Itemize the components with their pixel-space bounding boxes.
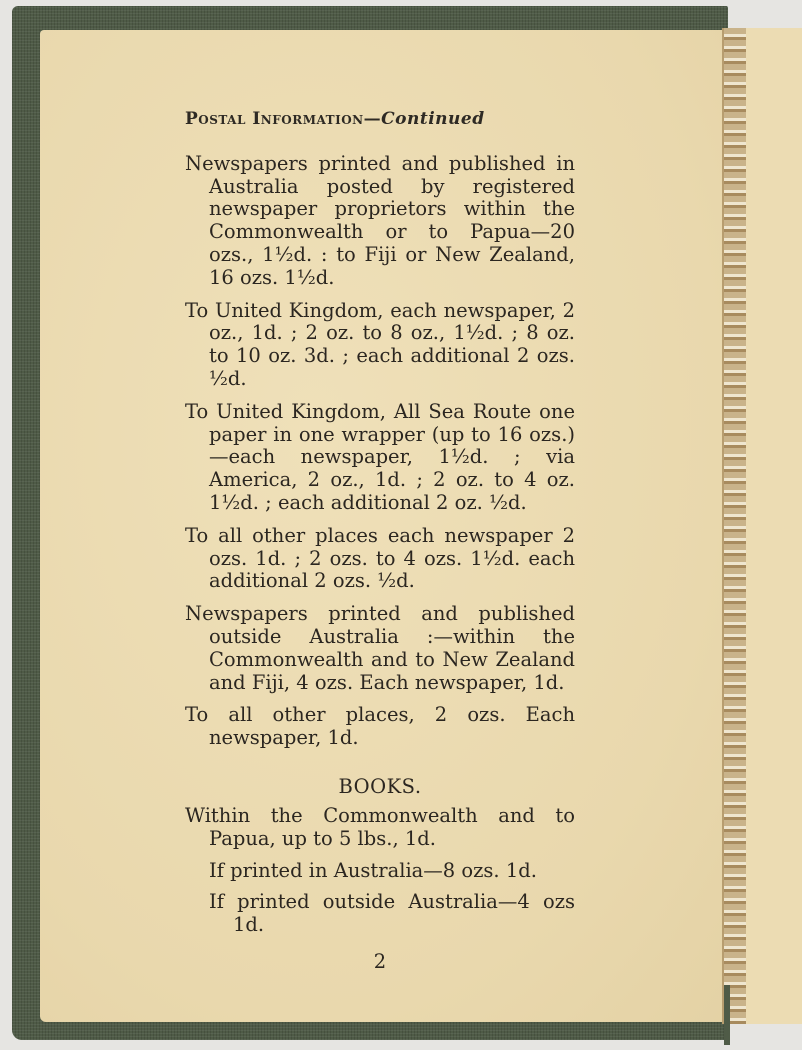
section-heading-books: BOOKS. [338,774,422,798]
running-head-continued: Continued [381,109,485,129]
paragraph-united-kingdom: To United Kingdom, each newspaper, 2 oz., 1d. ; 2 oz. to 8 oz., 1½d. ; 8 oz. to 10 oz. 3d. ; each additional 2 ozs. ½d. [185,298,575,390]
paragraph-newspapers-australia: Newspapers printed and published in Australia posted by registered newspaper proprietors within the Commonwealth or to Papua—20 ozs., 1½d. : to Fiji or New Zealand, 16 ozs. 1½d. [185,151,575,289]
paragraph-newspapers-outside-australia: Newspapers printed and published outside Australia :—within the Commonwealth and to New Zealand and Fiji, 4 ozs. Each newspaper, 1d. [185,602,575,694]
paragraph-united-kingdom-sea-route: To United Kingdom, All Sea Route one paper in one wrapper (up to 16 ozs.)—each newspaper, 1½d. ; via America, 2 oz., 1d. ; 2 oz. to 4 oz. 1½d. ; each additional 2 oz. ½d. [185,399,575,514]
page-right-edge [746,28,802,1024]
running-head [185,108,575,131]
running-head-dash: — [363,109,382,129]
paragraph-other-places: To all other places each newspaper 2 ozs. 1d. ; 2 ozs. to 4 ozs. 1½d. each additional 2 ozs. ½d. [185,523,575,593]
spine-cloth-edge [724,985,730,1045]
page-text [185,108,575,974]
running-head-title: Postal Information [185,109,364,129]
paragraph-books-intro: Within the Commonwealth and to Papua, up to 5 lbs., 1d. [185,803,575,850]
paragraph-other-places-outside: To all other places, 2 ozs. Each newspaper, 1d. [185,703,575,750]
books-item-australia: If printed in Australia—8 ozs. 1d. [209,859,537,883]
books-item-outside: If printed outside Australia—4 ozs 1d. [209,890,575,936]
page-number: 2 [373,949,387,973]
